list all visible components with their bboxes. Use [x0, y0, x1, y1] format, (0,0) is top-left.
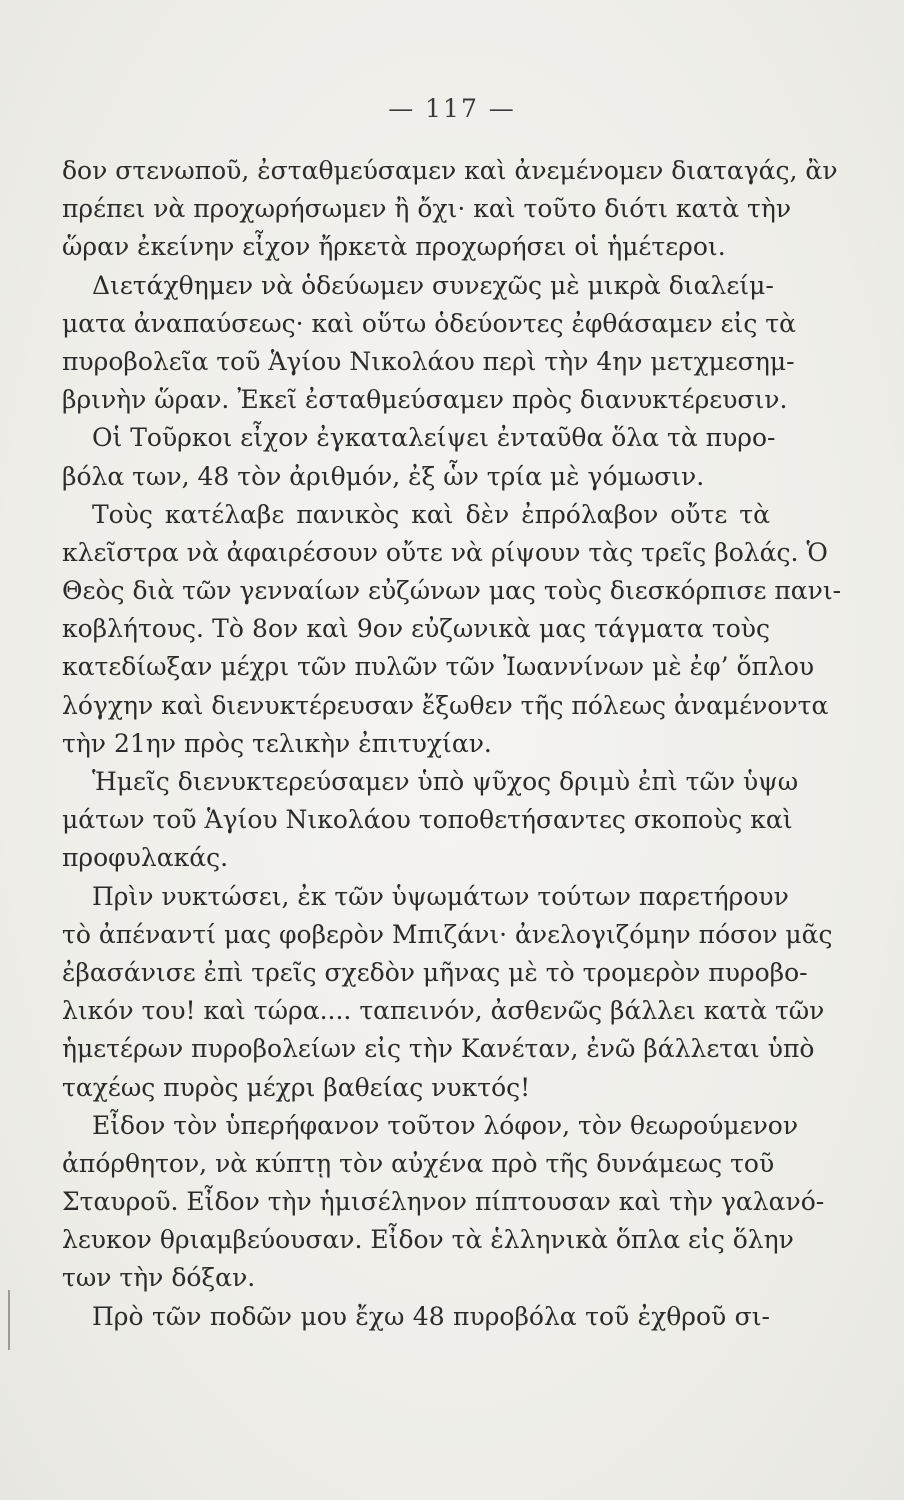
text-line: ματα ἀναπαύσεως· καὶ οὕτω ὁδεύοντες ἐφθάσαμεν εἰς τὰ	[62, 308, 797, 338]
text-line: Τοὺς κατέλαβε πανικὸς καὶ δὲν ἐπρόλαβον οὔτε τὰ	[92, 499, 770, 529]
text-line: Οἱ Τοῦρκοι εἶχον ἐγκαταλείψει ἐνταῦθα ὅλα τὰ πυρο-	[92, 423, 776, 453]
text-line: Σταυροῦ. Εἶδον τὴν ἡμισέληνον πίπτουσαν καὶ τὴν γαλανό-	[62, 1187, 825, 1217]
page-edge-mark	[8, 1290, 10, 1350]
text-line: Διετάχθημεν νὰ ὁδεύωμεν συνεχῶς μὲ μικρὰ διαλείμ-	[92, 270, 774, 300]
text-line: δον στενωποῦ, ἐσταθμεύσαμεν καὶ ἀνεμένομεν διαταγάς, ἂν	[62, 156, 838, 185]
text-line: λευκον θριαμβεύουσαν. Εἶδον τὰ ἑλληνικὰ ὅπλα εἰς ὅλην	[62, 1225, 794, 1255]
body-text	[62, 152, 842, 1336]
text-line: των τὴν δόξαν.	[62, 1263, 256, 1293]
text-line: Πρὶν νυκτώσει, ἐκ τῶν ὑψωμάτων τούτων παρετήρουν	[92, 881, 789, 911]
text-line: κοβλήτους. Τὸ 8ον καὶ 9ον εὐζωνικὰ μας τάγματα τοὺς	[62, 614, 770, 644]
text-line: μάτων τοῦ Ἁγίου Νικολάου τοποθετήσαντες σκοποὺς καὶ	[62, 805, 793, 835]
text-line: προφυλακάς.	[62, 843, 229, 873]
text-line: λικόν του! καὶ τώρα.... ταπεινόν, ἀσθενῶς βάλλει κατὰ τῶν	[62, 996, 825, 1026]
text-line: τὴν 21ην πρὸς τελικὴν ἐπιτυχίαν.	[62, 728, 492, 758]
text-line: βρινὴν ὥραν. Ἐκεῖ ἐσταθμεύσαμεν πρὸς διανυκτέρευσιν.	[62, 385, 788, 415]
text-line: Θεὸς διὰ τῶν γενναίων εὐζώνων μας τοὺς διεσκόρπισε πανι-	[62, 576, 842, 606]
text-line: τὸ ἀπέναντί μας φοβερὸν Μπιζάνι· ἀνελογιζόμην πόσον μᾶς	[62, 919, 833, 949]
page-number: — 117 —	[388, 94, 516, 123]
text-line: Πρὸ τῶν ποδῶν μου ἔχω 48 πυροβόλα τοῦ ἐχθροῦ σι-	[92, 1301, 770, 1331]
text-line: Ἡμεῖς διενυκτερεύσαμεν ὑπὸ ψῦχος δριμὺ ἐπὶ τῶν ὑψω	[92, 767, 799, 796]
text-line: ταχέως πυρὸς μέχρι βαθείας νυκτός!	[62, 1072, 531, 1102]
text-line: ἡμετέρων πυροβολείων εἰς τὴν Κανέταν, ἐνῶ βάλλεται ὑπὸ	[62, 1034, 815, 1064]
text-line: ὥραν ἐκείνην εἶχον ἤρκετὰ προχωρήσει οἱ ἡμέτεροι.	[62, 232, 726, 262]
text-line: πυροβολεῖα τοῦ Ἁγίου Νικολάου περὶ τὴν 4ην μετχμεσημ-	[62, 346, 795, 376]
text-line: Εἶδον τὸν ὑπερήφανον τοῦτον λόφον, τὸν θεωρούμενον	[92, 1110, 799, 1140]
text-line: λόγχην καὶ διενυκτέρευσαν ἔξωθεν τῆς πόλεως ἀναμένοντα	[62, 690, 829, 720]
text-line: ἀπόρθητον, νὰ κύπτῃ τὸν αὐχένα πρὸ τῆς δυνάμεως τοῦ	[62, 1148, 775, 1178]
text-line: βόλα των, 48 τὸν ἀριθμόν, ἐξ ὧν τρία μὲ γόμωσιν.	[62, 461, 705, 491]
text-line: πρέπει νὰ προχωρήσωμεν ἢ ὄχι· καὶ τοῦτο διότι κατὰ τὴν	[62, 194, 792, 224]
text-line: ἐβασάνισε ἐπὶ τρεῖς σχεδὸν μῆνας μὲ τὸ τρομερὸν πυροβο-	[62, 957, 808, 987]
text-line: κατεδίωξαν μέχρι τῶν πυλῶν τῶν Ἰωαννίνων μὲ ἐφ’ ὅπλου	[62, 652, 815, 682]
text-line: κλεῖστρα νὰ ἀφαιρέσουν οὔτε νὰ ρίψουν τὰς τρεῖς βολάς. Ὁ	[62, 537, 828, 567]
